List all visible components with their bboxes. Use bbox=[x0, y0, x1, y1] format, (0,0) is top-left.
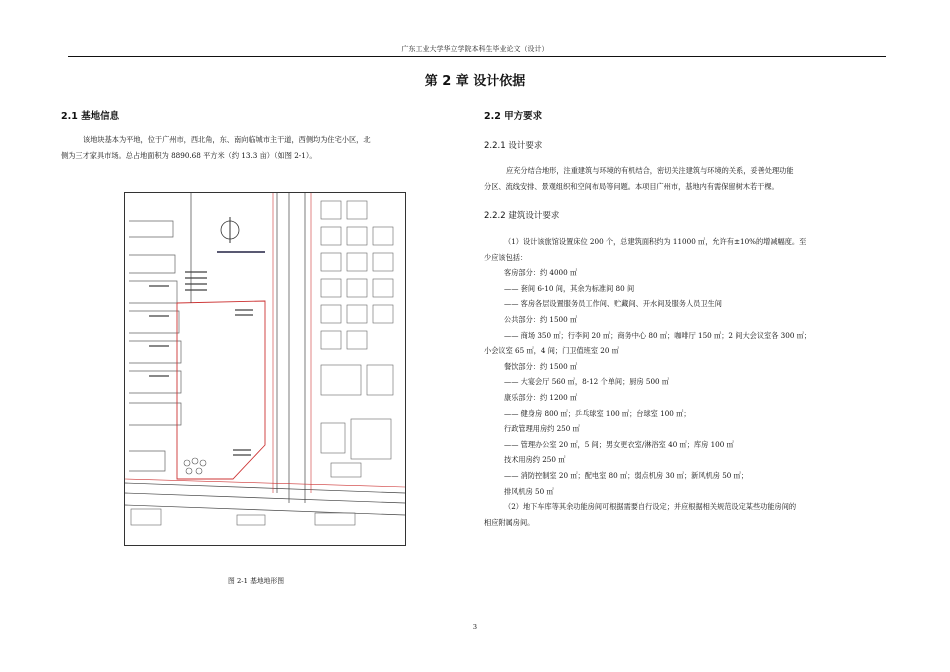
requirement-line: —— 客房各层设置服务员工作间、贮藏间、开水间及服务人员卫生间 bbox=[504, 299, 722, 309]
paragraph-line: 应充分结合地形，注重建筑与环境的有机结合，密切关注建筑与环境的关系，妥善处理功能 bbox=[506, 166, 794, 175]
requirement-line: —— 商场 350 ㎡；行李间 20 ㎡；商务中心 80 ㎡；咖啡厅 150 ㎡；2 间大会议室各 300 ㎡； bbox=[504, 330, 812, 340]
requirement-line: （1）设计该旅馆设置床位 200 个，总建筑面积约为 11000 ㎡，允许有±10%的增减幅度。至 bbox=[504, 237, 807, 246]
chapter-title: 第 2 章 设计依据 bbox=[424, 74, 526, 89]
site-boundary bbox=[177, 301, 265, 479]
requirement-line: —— 健身房 800 ㎡；乒乓球室 100 ㎡；台球室 100 ㎡； bbox=[504, 408, 691, 418]
requirement-line: —— 消防控制室 20 ㎡；配电室 80 ㎡；弱点机房 30 ㎡；新风机房 50 ㎡； bbox=[504, 470, 749, 480]
subsection-title-architectural-requirements: 2.2.2 建筑设计要求 bbox=[484, 211, 560, 221]
requirement-line: 客房部分：约 4000 ㎡ bbox=[504, 268, 578, 278]
right-buildings bbox=[315, 201, 393, 525]
requirement-line: 康乐部分：约 1200 ㎡ bbox=[504, 392, 578, 402]
requirement-line: —— 大宴会厅 560 ㎡，8-12 个单间；厨房 500 ㎡ bbox=[504, 377, 670, 387]
running-header: 广东工业大学华立学院本科生毕业论文（设计） bbox=[401, 45, 549, 53]
requirement-line: 技术用房约 250 ㎡ bbox=[504, 455, 566, 465]
preserved-trees bbox=[184, 458, 206, 474]
requirement-line: 排风机房 50 ㎡ bbox=[504, 486, 554, 496]
header-rule bbox=[68, 56, 886, 57]
requirement-line: 少应该包括： bbox=[484, 252, 528, 262]
site-map-figure bbox=[124, 192, 406, 546]
requirement-line: 餐饮部分：约 1500 ㎡ bbox=[504, 361, 578, 371]
requirement-line: 小会议室 65 ㎡，4 间；门卫值班室 20 ㎡ bbox=[484, 346, 619, 356]
site-info-paragraph bbox=[61, 132, 371, 163]
requirement-line: （2）地下车库等其余功能房间可根据需要自行设定；并应根据相关规范设定某些功能房间的 bbox=[504, 502, 797, 512]
paragraph-line: 分区、流线安排、景观组织和空间布局等问题。本项目广州市，基地内有需保留树木若干棵。 bbox=[484, 181, 779, 191]
section-title-client-requirements: 2.2 甲方要求 bbox=[484, 111, 543, 122]
north-arrow-icon bbox=[217, 217, 265, 252]
section-title-site-info: 2.1 基地信息 bbox=[61, 111, 120, 122]
requirement-line: 相应附属房间。 bbox=[484, 517, 535, 527]
subsection-title-design-requirements: 2.2.1 设计要求 bbox=[484, 141, 543, 151]
requirement-line: 公共部分：约 1500 ㎡ bbox=[504, 314, 578, 324]
requirement-line: —— 套间 6-10 间，其余为标准间 80 间 bbox=[504, 283, 635, 293]
lower-left-features bbox=[131, 509, 265, 525]
design-requirements-paragraph bbox=[484, 163, 794, 194]
requirements-list bbox=[484, 234, 811, 530]
site-map-drawing bbox=[125, 193, 405, 545]
figure-caption: 图 2-1 基地地形图 bbox=[228, 577, 285, 585]
page-number: 3 bbox=[472, 623, 478, 631]
block-labels bbox=[149, 271, 253, 456]
paragraph-line: 该地块基本为平地，位于广州市，西北角，东、南向临城市主干道，西侧均为住宅小区，北 bbox=[83, 135, 371, 144]
requirement-line: 行政管理用房约 250 ㎡ bbox=[504, 424, 580, 434]
requirement-line: —— 管理办公室 20 ㎡，5 间；男女更衣室/淋浴室 40 ㎡；库房 100 ㎡ bbox=[504, 439, 734, 449]
paragraph-line: 侧为三才家具市场。总占地面积为 8890.68 平方米（约 13.3 亩）（如图 2-1）。 bbox=[61, 150, 317, 160]
